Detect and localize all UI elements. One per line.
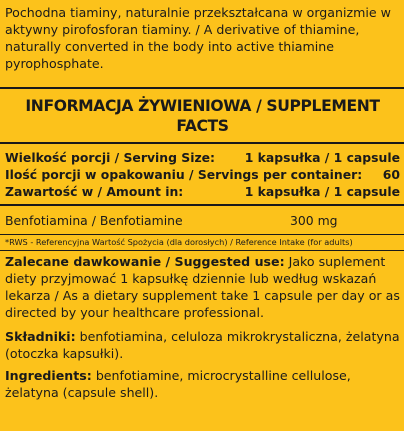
amount-in-label: Zawartość w / Amount in: [5,184,184,199]
product-description: Pochodna tiaminy, naturalnie przekształcana w organizmie w aktywny pirofosforan tiaminy. / A derivative of thiamine, naturally converted in the body into active thiamine pyrophosphate. [5,5,391,71]
reference-intake-footnote: *RWS - Referencyjna Wartość Spożycia (dla dorosłych) / Reference Intake (for adults) [5,237,353,247]
suggested-use-text: Jako suplement diety przyjmować 1 kapsułkę dziennie lub według wskazań lekarza / As a dietary supplement take 1 capsule per day or as directed by your healthcare professional. [5,254,400,320]
ingredients-polish [5,321,400,362]
ingredient-amount: 300 mg [290,213,338,228]
suggested-use-label: Zalecane dawkowanie / Suggested use: [5,254,285,269]
servings-per-container-row [5,166,400,183]
amount-in-value: 1 kapsułka / 1 capsule [244,184,400,199]
ingredients-english-label: Ingredients: [5,368,92,383]
ingredients-english-text: benfotiamine, microcrystalline cellulose, żelatyna (capsule shell). [5,368,351,400]
ingredients-polish-text: benfotiamina, celuloza mikrokrystaliczna, żelatyna (otoczka kapsułki). [5,329,400,361]
ingredient-row [5,206,400,234]
servings-per-container-value: 60 [382,167,400,182]
serving-size-value: 1 kapsułka / 1 capsule [244,150,400,165]
serving-size-row [5,149,400,166]
servings-per-container-label: Ilość porcji w opakowaniu / Servings per container: [5,167,363,182]
ingredients-english [5,362,400,401]
supplement-facts-heading: INFORMACJA ŻYWIENIOWA / SUPPLEMENT FACTS [25,97,380,135]
amount-in-row [5,183,400,200]
suggested-use [5,251,400,321]
serving-size-label: Wielkość porcji / Serving Size: [5,150,216,165]
ingredients-polish-label: Składniki: [5,329,76,344]
ingredient-name: Benfotiamina / Benfotiamine [5,213,183,228]
serving-facts [5,144,400,204]
